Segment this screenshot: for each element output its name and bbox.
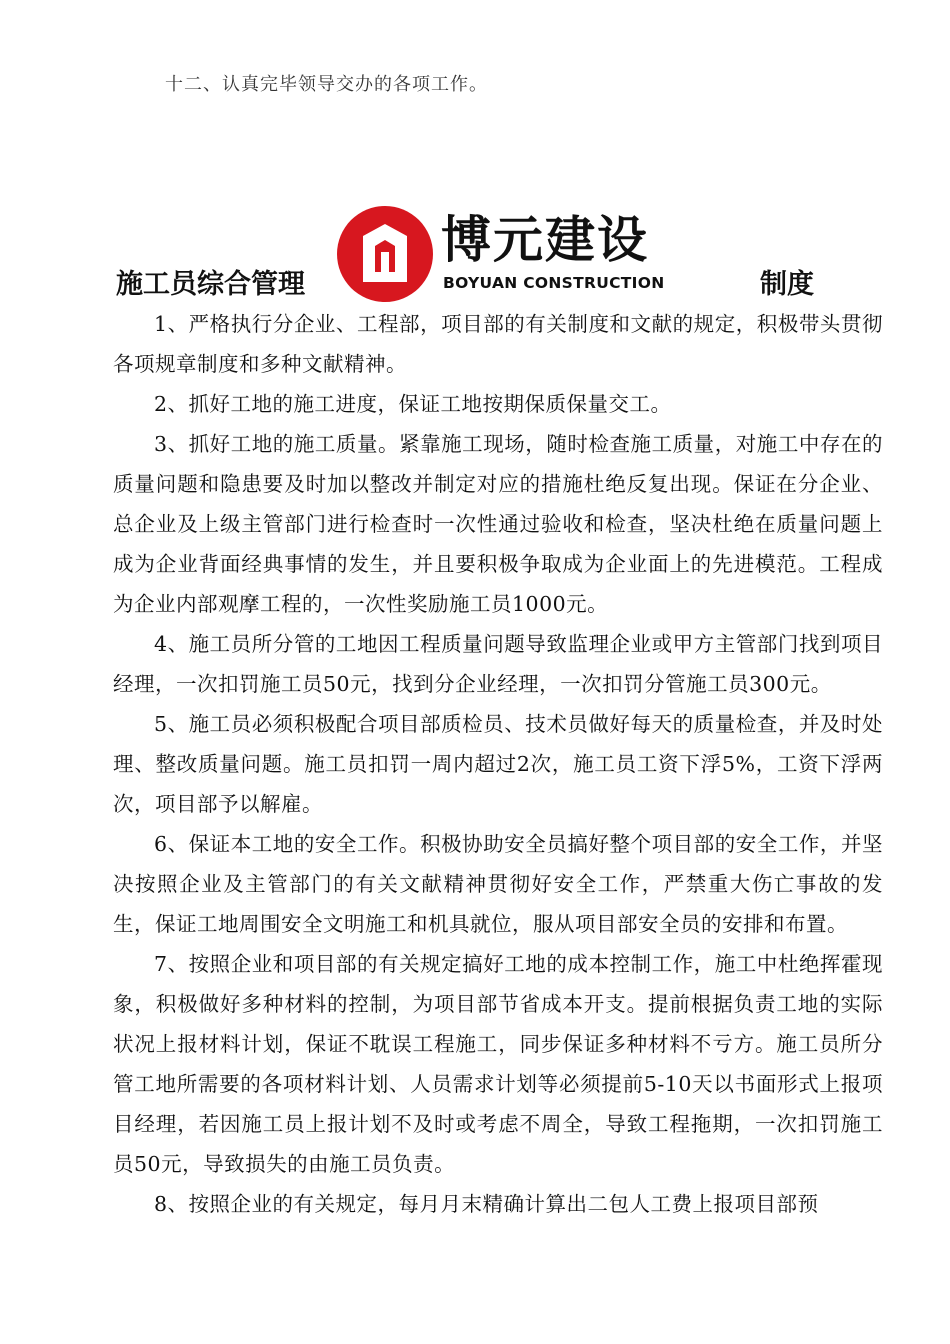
paragraph-4: 4、施工员所分管的工地因工程质量问题导致监理企业或甲方主管部门找到项目经理，一次扣罚施工员50元，找到分企业经理，一次扣罚分管施工员300元。 [113, 632, 883, 696]
logo-chinese-name: 博元建设 [441, 211, 649, 269]
regulation-body [113, 304, 883, 1224]
logo-english-name: BOYUAN CONSTRUCTION [443, 274, 665, 292]
paragraph-5: 5、施工员必须积极配合项目部质检员、技术员做好每天的质量检查，并及时处理、整改质量问题。施工员扣罚一周内超过2次，施工员工资下浮5%，工资下浮两次，项目部予以解雇。 [113, 712, 883, 816]
paragraph-2: 2、抓好工地的施工进度，保证工地按期保质保量交工。 [154, 392, 672, 416]
logo-mark-icon [337, 206, 433, 302]
paragraph-7: 7、按照企业和项目部的有关规定搞好工地的成本控制工作，施工中杜绝挥霍现象，积极做好多种材料的控制，为项目部节省成本开支。提前根据负责工地的实际状况上报材料计划，保证不耽误工程施工，同步保证多种材料不亏方。施工员所分管工地所需要的各项材料计划、人员需求计划等必须提前5-10天以书面形式上报项目经理，若因施工员上报计划不及时或考虑不周全，导致工程拖期，一次扣罚施工员50元，导致损失的由施工员负责。 [113, 952, 883, 1176]
paragraph-3: 3、抓好工地的施工质量。紧靠施工现场，随时检查施工质量，对施工中存在的质量问题和隐患要及时加以整改并制定对应的措施杜绝反复出现。保证在分企业、总企业及上级主管部门进行检查时一次性通过验收和检查，坚决杜绝在质量问题上成为企业背面经典事情的发生，并且要积极争取成为企业面上的先进模范。工程成为企业内部观摩工程的，一次性奖励施工员1000元。 [113, 432, 883, 616]
doc-title-part1: 施工员综合管理 [116, 269, 305, 300]
paragraph-1: 1、严格执行分企业、工程部，项目部的有关制度和文献的规定，积极带头贯彻各项规章制度和多种文献精神。 [113, 312, 883, 376]
paragraph-8: 8、按照企业的有关规定，每月月末精确计算出二包人工费上报项目部预 [154, 1192, 819, 1216]
company-logo [337, 206, 682, 302]
paragraph-6: 6、保证本工地的安全工作。积极协助安全员搞好整个项目部的安全工作，并坚决按照企业及主管部门的有关文献精神贯彻好安全工作，严禁重大伤亡事故的发生，保证工地周围安全文明施工和机具就位，服从项目部安全员的安排和布置。 [113, 832, 883, 936]
previous-item-text: 十二、认真完毕领导交办的各项工作。 [165, 74, 488, 95]
doc-title-part2: 制度 [760, 269, 814, 300]
